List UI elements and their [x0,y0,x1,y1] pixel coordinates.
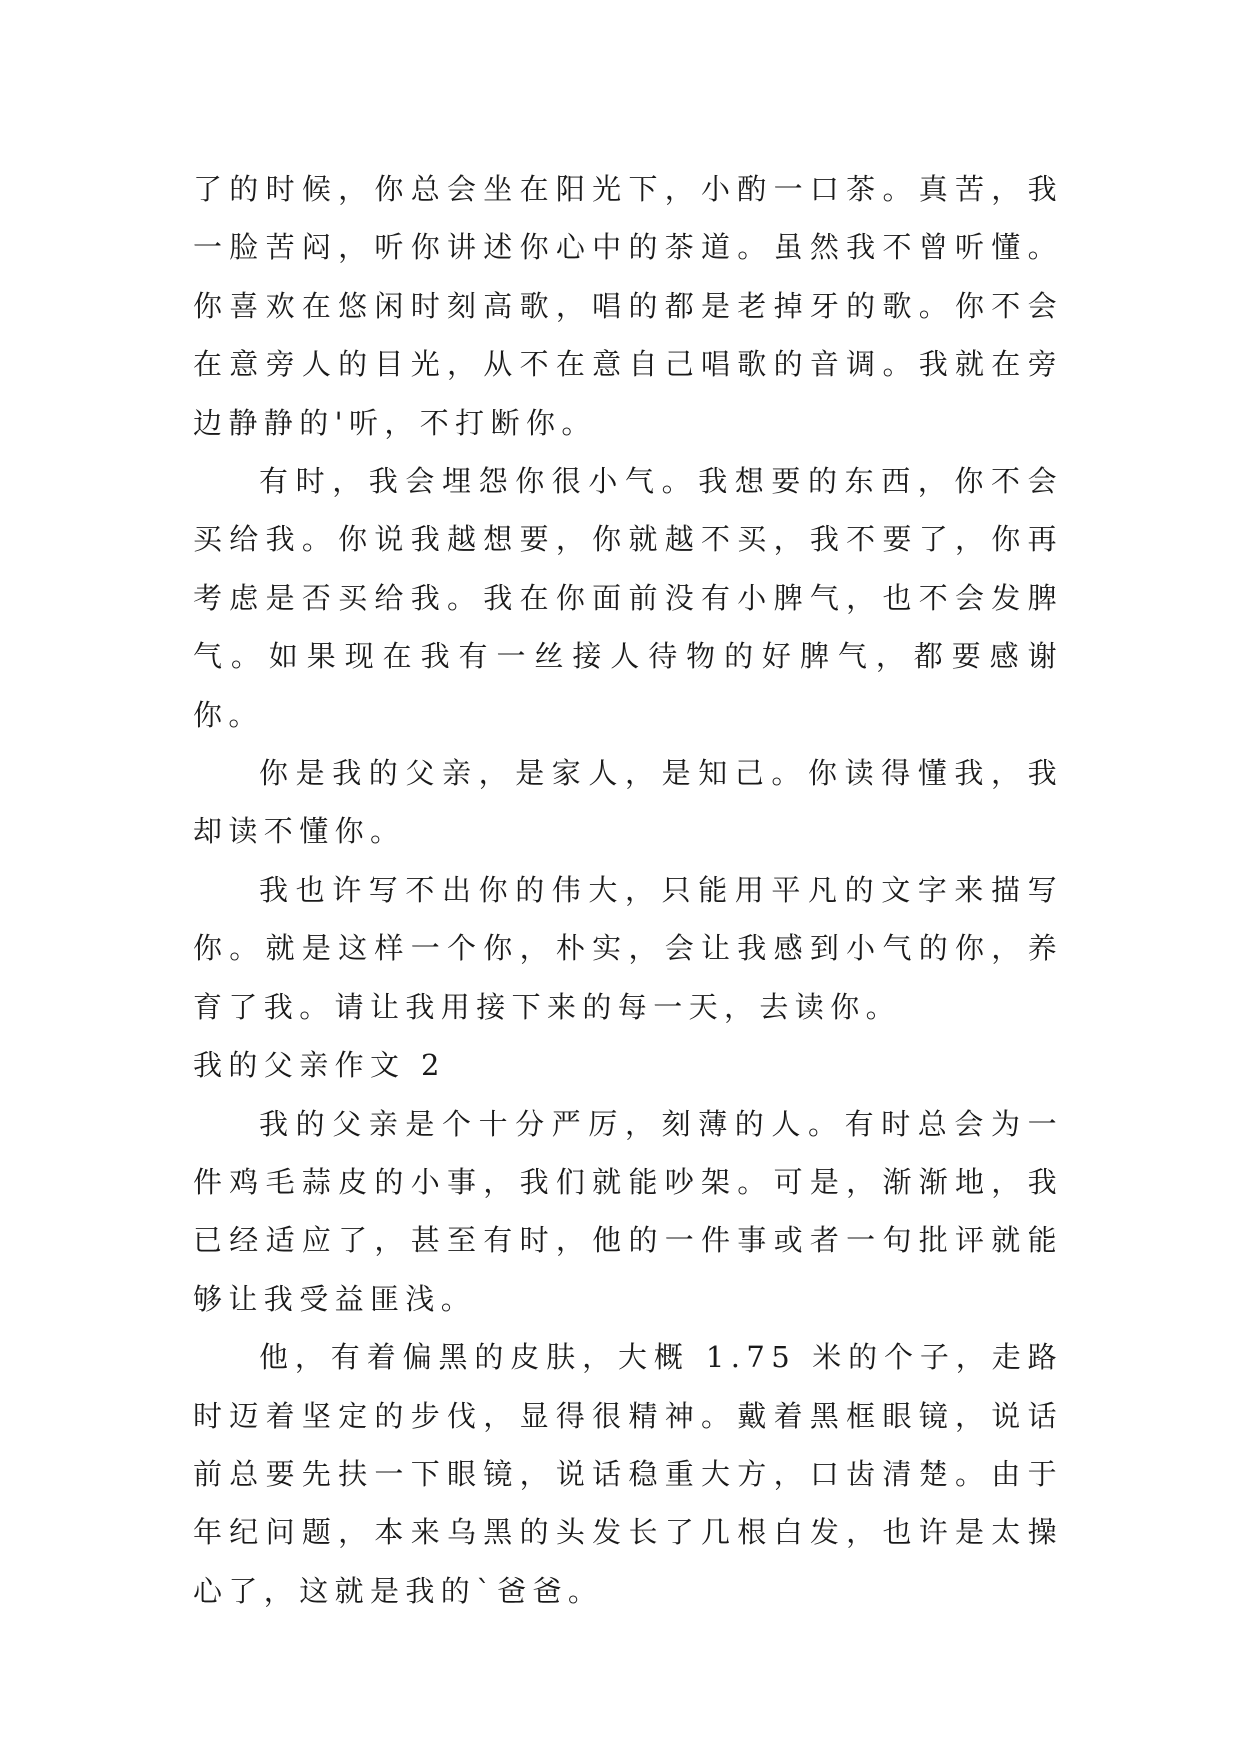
section-title: 我的父亲作文 2 [193,1048,446,1083]
paragraph: 你是我的父亲，是家人，是知己。你读得懂我，我却读不懂你。 [193,756,1063,849]
paragraph: 我的父亲是个十分严厉，刻薄的人。有时总会为一件鸡毛蒜皮的小事，我们就能吵架。可是，渐渐地，我已经适应了，甚至有时，他的一件事或者一句批评就能够让我受益匪浅。 [193,1106,1063,1316]
paragraph: 了的时候，你总会坐在阳光下，小酌一口茶。真苦，我一脸苦闷，听你讲述你心中的茶道。虽然我不曾听懂。你喜欢在悠闲时刻高歌，唱的都是老掉牙的歌。你不会在意旁人的目光，从不在意自己唱歌的音调。我就在旁边静静的'听，不打断你。 [193,172,1063,440]
document-body [193,160,1063,1620]
paragraph: 有时，我会埋怨你很小气。我想要的东西，你不会买给我。你说我越想要，你就越不买，我不要了，你再考虑是否买给我。我在你面前没有小脾气，也不会发脾气。如果现在我有一丝接人待物的好脾气，都要感谢你。 [193,464,1063,732]
paragraph: 我也许写不出你的伟大，只能用平凡的文字来描写你。就是这样一个你，朴实，会让我感到小气的你，养育了我。请让我用接下来的每一天，去读你。 [193,872,1063,1024]
paragraph: 他，有着偏黑的皮肤，大概 1.75 米的个子，走路时迈着坚定的步伐，显得很精神。戴着黑框眼镜，说话前总要先扶一下眼镜，说话稳重大方，口齿清楚。由于年纪问题，本来乌黑的头发长了几根白发，也许是太操心了，这就是我的`爸爸。 [193,1340,1063,1608]
